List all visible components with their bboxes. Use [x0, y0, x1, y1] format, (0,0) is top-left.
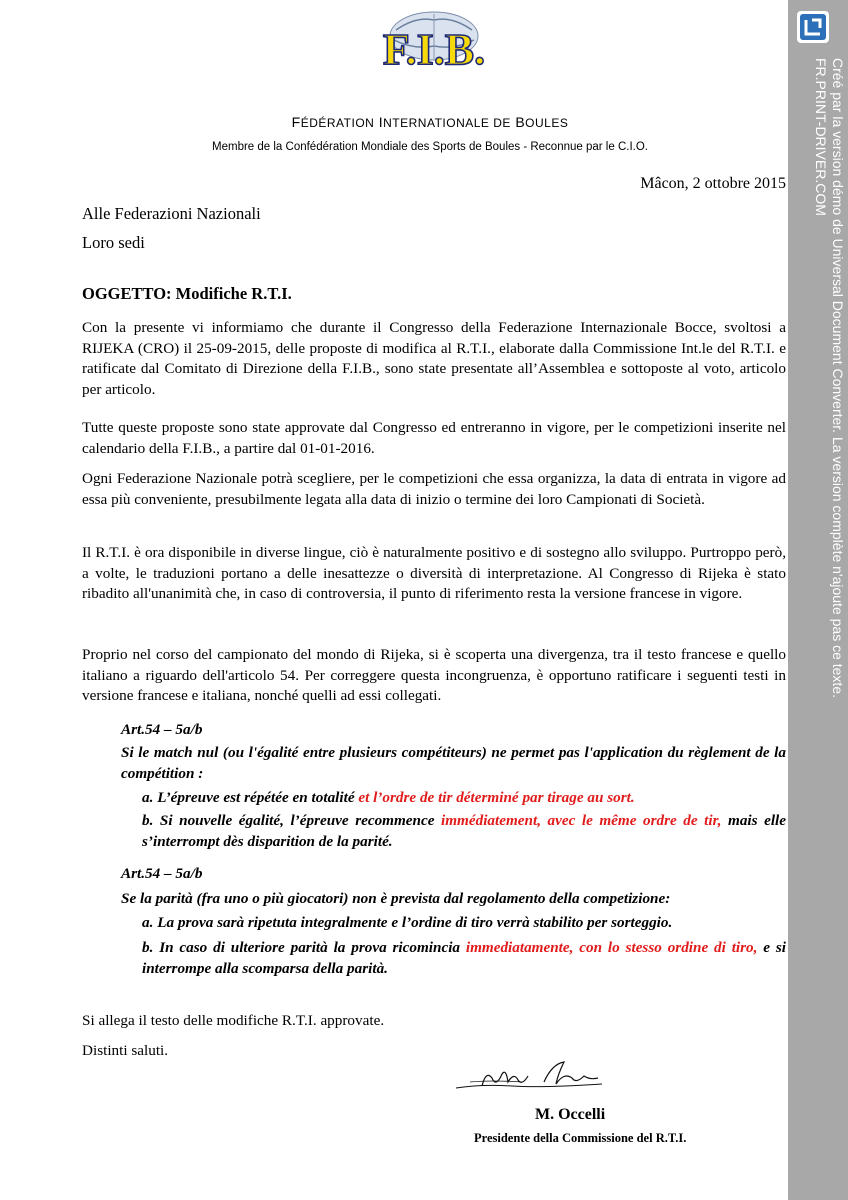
paragraph-3: Ogni Federazione Nazionale potrà scegliere, per le competizioni che essa organizza, la data di entrata in vigore ad essa più conveniente, presubilmente legata alla data di inizio o termine dei loro Campionati di Società. — [82, 470, 786, 508]
member-line: Membre de la Confédération Mondiale des Sports de Boules - Reconnue par le C.I.O. — [212, 141, 648, 153]
paragraph-5: Proprio nel corso del campionato del mondo di Rijeka, si è scoperta una divergenza, tra il testo francese e quello italiano a riguardo dell'articolo 54. Per correggere questa incongruenza, è opportuno ratificare i seguenti testi in versione francese e italiana, nonché quelli ad essi collegati. — [82, 646, 786, 704]
signer-name: M. Occelli — [535, 1106, 606, 1123]
handwritten-signature — [452, 1058, 612, 1098]
paragraph-2: Tutte queste proposte sono state approvate dal Congresso ed entreranno in vigore, per le competizioni inserite nel calendario della F.I.B., a partire dal 01-01-2016. — [82, 419, 786, 457]
article-it-heading: Art.54 – 5a/b — [121, 865, 203, 882]
closing-attachment-line: Si allega il testo delle modifiche R.T.I. approvate. — [82, 1012, 385, 1029]
article-it-point-a: a. La prova sarà ripetuta integralmente e l’ordine di tiro verrà stabilito per sorteggio. — [142, 914, 673, 931]
article-it-point-b: b. In caso di ulteriore parità la prova ricomincia immediatamente, con lo stesso ordine di tiro, e si interrompe alla scomparsa della parità. — [142, 939, 786, 977]
logo-text: F.I.B. — [382, 25, 486, 74]
watermark-line-2: FR.PRINT-DRIVER.COM — [813, 58, 829, 216]
subject-line: OGGETTO: Modifiche R.T.I. — [82, 284, 292, 303]
article-fr-point-a: a. L’épreuve est répétée en totalité et l’ordre de tir déterminé par tirage au sort. — [142, 789, 635, 806]
article-it-text: Se la parità (fra uno o più giocatori) non è prevista dal regolamento della competizione: — [121, 890, 671, 907]
addressee-line-1: Alle Federazioni Nazionali — [82, 204, 261, 223]
addressee-line-2: Loro sedi — [82, 233, 145, 252]
signer-title: Presidente della Commissione del R.T.I. — [474, 1131, 687, 1145]
article-fr-text: Si le match nul (ou l'égalité entre plusieurs compétiteurs) ne permet pas l'application du règlement de la compétition : — [121, 744, 786, 782]
fib-logo — [346, 10, 522, 74]
federation-name: FÉDÉRATION INTERNATIONALE DE BOULES — [291, 114, 569, 130]
watermark-text — [810, 58, 846, 1058]
converter-logo-icon — [796, 10, 830, 44]
place-date: Mâcon, 2 ottobre 2015 — [640, 175, 786, 192]
article-fr-point-b: b. Si nouvelle égalité, l’épreuve recommence immédiatement, avec le même ordre de tir, mais elle s’interrompt dès disparition de la parité. — [142, 812, 786, 850]
watermark-line-1: Créé par la version démo de Universal Document Converter. La version complète n'ajoute pas ce texte. — [830, 58, 846, 699]
closing-greeting: Distinti saluti. — [82, 1042, 169, 1059]
paragraph-4: Il R.T.I. è ora disponibile in diverse lingue, ciò è naturalmente positivo e di sostegno allo sviluppo. Purtroppo però, a volte, le traduzioni portano a delle inesattezze o diversità di interpretazione. Al Congresso di Rijeka è stato ribadito all'unanimità che, in caso di controversia, il punto di riferimento resta la versione francese in vigore. — [82, 544, 786, 602]
watermark-band — [788, 0, 848, 1200]
article-fr-heading: Art.54 – 5a/b — [121, 721, 203, 738]
paragraph-1: Con la presente vi informiamo che durante il Congresso della Federazione Internazionale Bocce, svoltosi a RIJEKA (CRO) il 25-09-2015, delle proposte di modifica al R.T.I., elaborate dalla Commissione Int.le del R.T.I. e ratificate dal Comitato di Direzione della F.I.B., sono state presentate all’Assemblea e sottoposte al voto, articolo per articolo. — [82, 319, 786, 398]
